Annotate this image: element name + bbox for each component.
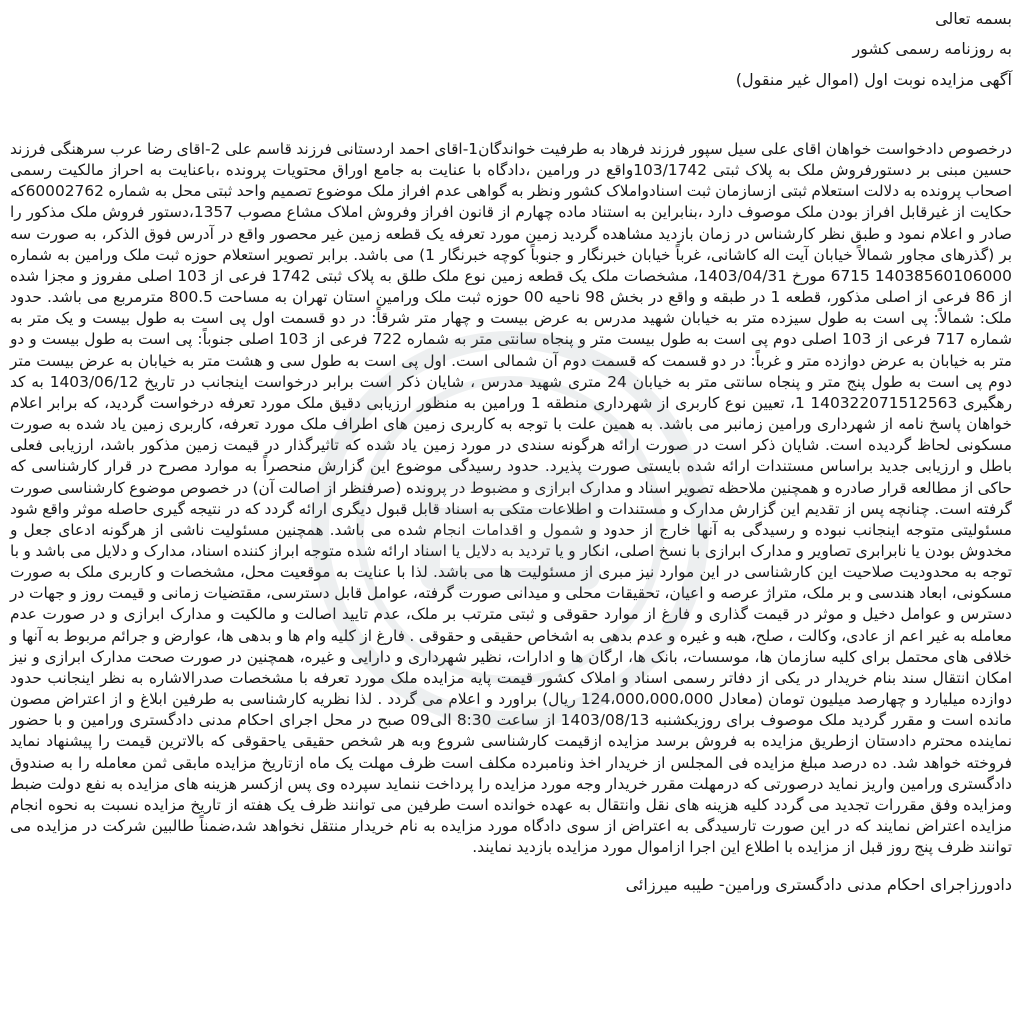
notice-document	[10, 6, 1012, 1023]
notice-body-paragraph: درخصوص دادخواست خواهان اقای علی سیل سپور فرزند فرهاد به طرفیت خواندگان1-اقای احمد اردستانی فرزند قاسم علی 2-اقای رضا عرب سرهنگی فرزند حسین مبنی بر دستورفروش ملک به پلاک ثبتی 103/1742واقع در ورامین ،دادگاه با عنایت به جامع اوراق محتویات پرونده ،باعنایت به احراز مالکیت رسمی اصحاب پرونده به دلالت استعلام ثبتی ازسازمان ثبت اسنادواملاک کشور ونظر به گواهی عدم افراز ملک موضوع تصمیم واحد ثبتی محل به شماره 60002762که حکایت از غیرقابل افراز بودن ملک موصوف دارد ،بنابراین به استناد ماده چهارم از قانون افراز وفروش املاک مشاع مصوب 1357،دستور فروش ملک مذکور را صادر و اعلام نمود و طبق نظر کارشناس در زمان بازدید مشاهده گردید زمین مورد تعرفه یک قطعه زمین غیر محصور واقع در آدرس فوق الذکر، به صورت سه بر (گذرهای مجاور شمالاً خیابان آیت اله کاشانی، غرباً خیابان خبرنگار و جنوباً کوچه خبرنگار 1) می باشد. برابر تصویر استعلام حوزه ثبت ملک ورامین به شماره 14038560106000 6715 مورخ 1403/04/31، مشخصات ملک یک قطعه زمین نوع ملک طلق به پلاک ثبتی 1742 فرعی از 103 اصلی مفروز و مجزا شده از 86 فرعی از اصلی مذکور، قطعه 1 در طبقه و واقع در بخش 98 ناحیه 00 حوزه ثبت ملک ورامین استان تهران به مساحت 800.5 مترمربع می باشد. حدود ملک: شمالاً: پی است به طول سیزده متر به خیابان شهید مدرس به عرض بیست و چهار متر شرقاً: در دو قسمت اول پی است به طول بیست و یک متر به شماره 717 فرعی از 103 اصلی دوم پی است به طول بیست متر و پنجاه سانتی متر به شماره 722 فرعی از 103 اصلی جنوباً: پی است به طول بیست و دو متر به خیابان به عرض دوازده متر و غرباً: در دو قسمت که قسمت دوم آن شمالی است. اول پی است به طول سی و هشت متر به خیابان به عرض بیست متر دوم پی است به طول پنج متر و پنجاه سانتی متر به خیابان 24 متری شهید مدرس ، شایان ذکر است برابر درخواست اینجانب در تاریخ 1403/06/12 به کد رهگیری 140322071512563 1، تعیین نوع کاربری از شهرداری منطقه 1 ورامین به منظور ارزیابی دقیق ملک مورد تعرفه درخواست گردید، که برابر اعلام خواهان پاسخ نامه از شهرداری ورامین زمانبر می باشد. به همین علت با توجه به کاربری زمین های اطراف ملک مورد تعرفه، کاربری زمین یاد شده به صورت مسکونی لحاظ گردیده است. شایان ذکر است در صورت ارائه هرگونه سندی در مورد زمین یاد شده که تاثیرگذار در قیمت زمین مذکور باشد، ارزیابی فعلی باطل و ارزیابی جدید براساس مستندات ارائه شده بایستی صورت پذیرد. حدود رسیدگی موضوع این گزارش منحصراً به موارد مصرح در قرار کارشناسی که حاکی از مطالعه قرار صادره و همچنین ملاحظه تصویر اسناد و مدارک ابرازی و مضبوط در پرونده (صرفنظر از اصالت آن) در خصوص موضوع کارشناسی صورت گرفته است. چنانچه پس از تقدیم این گزارش مدارک و مستندات و اطلاعات متکی به اسناد قابل قبول دیگری ارائه گردد که در نتیجه گیری حاصله موثر واقع شود مسئولیتی متوجه اینجانب نبوده و رسیدگی به آنها خارج از حدود و شمول و اقدامات انجام شده می باشد. همچنین مسئولیت ناشی از هرگونه ادعای جعل و مخدوش بودن یا نابرابری تصاویر و مدارک ابرازی با نسخ اصلی، انکار و یا تردید به دلایل یا اسناد ارائه شده متوجه ابراز کننده اسناد، مدارک و دلایل می باشد و با توجه به محدودیت صلاحیت این کارشناسی در این موارد نیز مبری از مسئولیت ها می باشد. لذا با عنایت به موقعیت محل، مشخصات و کاربری ملک به صورت مسکونی، ابعاد هندسی و بر ملک، متراژ عرصه و اعیان، تحقیقات محلی و میدانی صورت گرفته، عوامل قابل دسترسی، مقتضیات زمانی و قیمت روز و جهات در دسترس و عوامل دخیل و موثر در قیمت گذاری و فارغ از موارد حقوقی و ثبتی مترتب بر ملک، عدم تایید اصالت و مالکیت و مدارک ابرازی و در صورت عدم معامله به غیر اعم از عادی، وکالت ، صلح، هبه و غیره و عدم بدهی به اشخاص حقیقی و حقوقی . فارغ از کلیه وام ها و بدهی ها، عوارض و جرائم مربوط به آنها و خلافی های محتمل برای کلیه سازمان ها، موسسات، بانک ها، ارگان ها و ادارات، نظیر شهرداری و دارایی و غیره، همچنین در صورت صحت مدارک ابرازی و نیز امکان انتقال سند بنام خریدار در یکی از دفاتر رسمی اسناد و املاک کشور قیمت پایه مزایده ملک مورد تعرفه با مشخصات صدرالاشاره به نظر اینجانب حدود دوازده میلیارد و چهارصد میلیون تومان (معادل 124،000،000،000 ریال) براورد و اعلام می گردد . لذا نظریه کارشناسی به طرفین ابلاغ و از اعتراض مصون مانده است و مقرر گردید ملک موصوف برای روزیکشنبه 1403/08/13 از ساعت 8:30 الی09 صبح در محل اجرای احکام مدنی دادگستری ورامین و با حضور نماینده محترم دادستان ازطریق مزایده به فروش برسد مزایده ازقیمت کارشناسی شروع وبه هر شخص حقیقی یاحقوقی که بالاترین قیمت را پیشنهاد نماید فروخته خواهد شد. ده درصد مبلغ مزایده فی المجلس از خریدار اخذ ونامبرده مکلف است ظرف مهلت یک ماه ازتاریخ مزایده مابقی ثمن معامله را به صندوق دادگستری ورامین واریز نماید درصورتی که درمهلت مقرر خریدار وجه مورد مزایده را پرداخت ننماید سپرده وی پس ازکسر هزینه های مزایده به نفع دولت ضبط ومزایده وفق مقررات تجدید می گردد کلیه هزینه های نقل وانتقال به عهده خوانده است طرفین می توانند ظرف یک هفته از تاریخ مزایده نسبت به نحوه انجام مزایده اعتراض نمایند که در این صورت تارسیدگی به اعتراض از سوی دادگاه مورد مزایده به نام خریدار منتقل نخواهد شد،ضمناً طالبین شرکت در مزایده می توانند ظرف پنج روز قبل از مزایده با اطلاع این اجرا ازاموال مورد مزایده بازدید نمایند.	[10, 140, 1013, 857]
signature-line: دادورزاجرای احکام مدنی دادگستری ورامین- طیبه میرزائی	[625, 874, 1012, 894]
recipient-heading: به روزنامه رسمی کشور	[852, 39, 1012, 58]
notice-title: آگهی مزایده نوبت اول (اموال غیر منقول)	[735, 70, 1012, 89]
bismillah-heading: بسمه تعالی	[935, 9, 1012, 28]
